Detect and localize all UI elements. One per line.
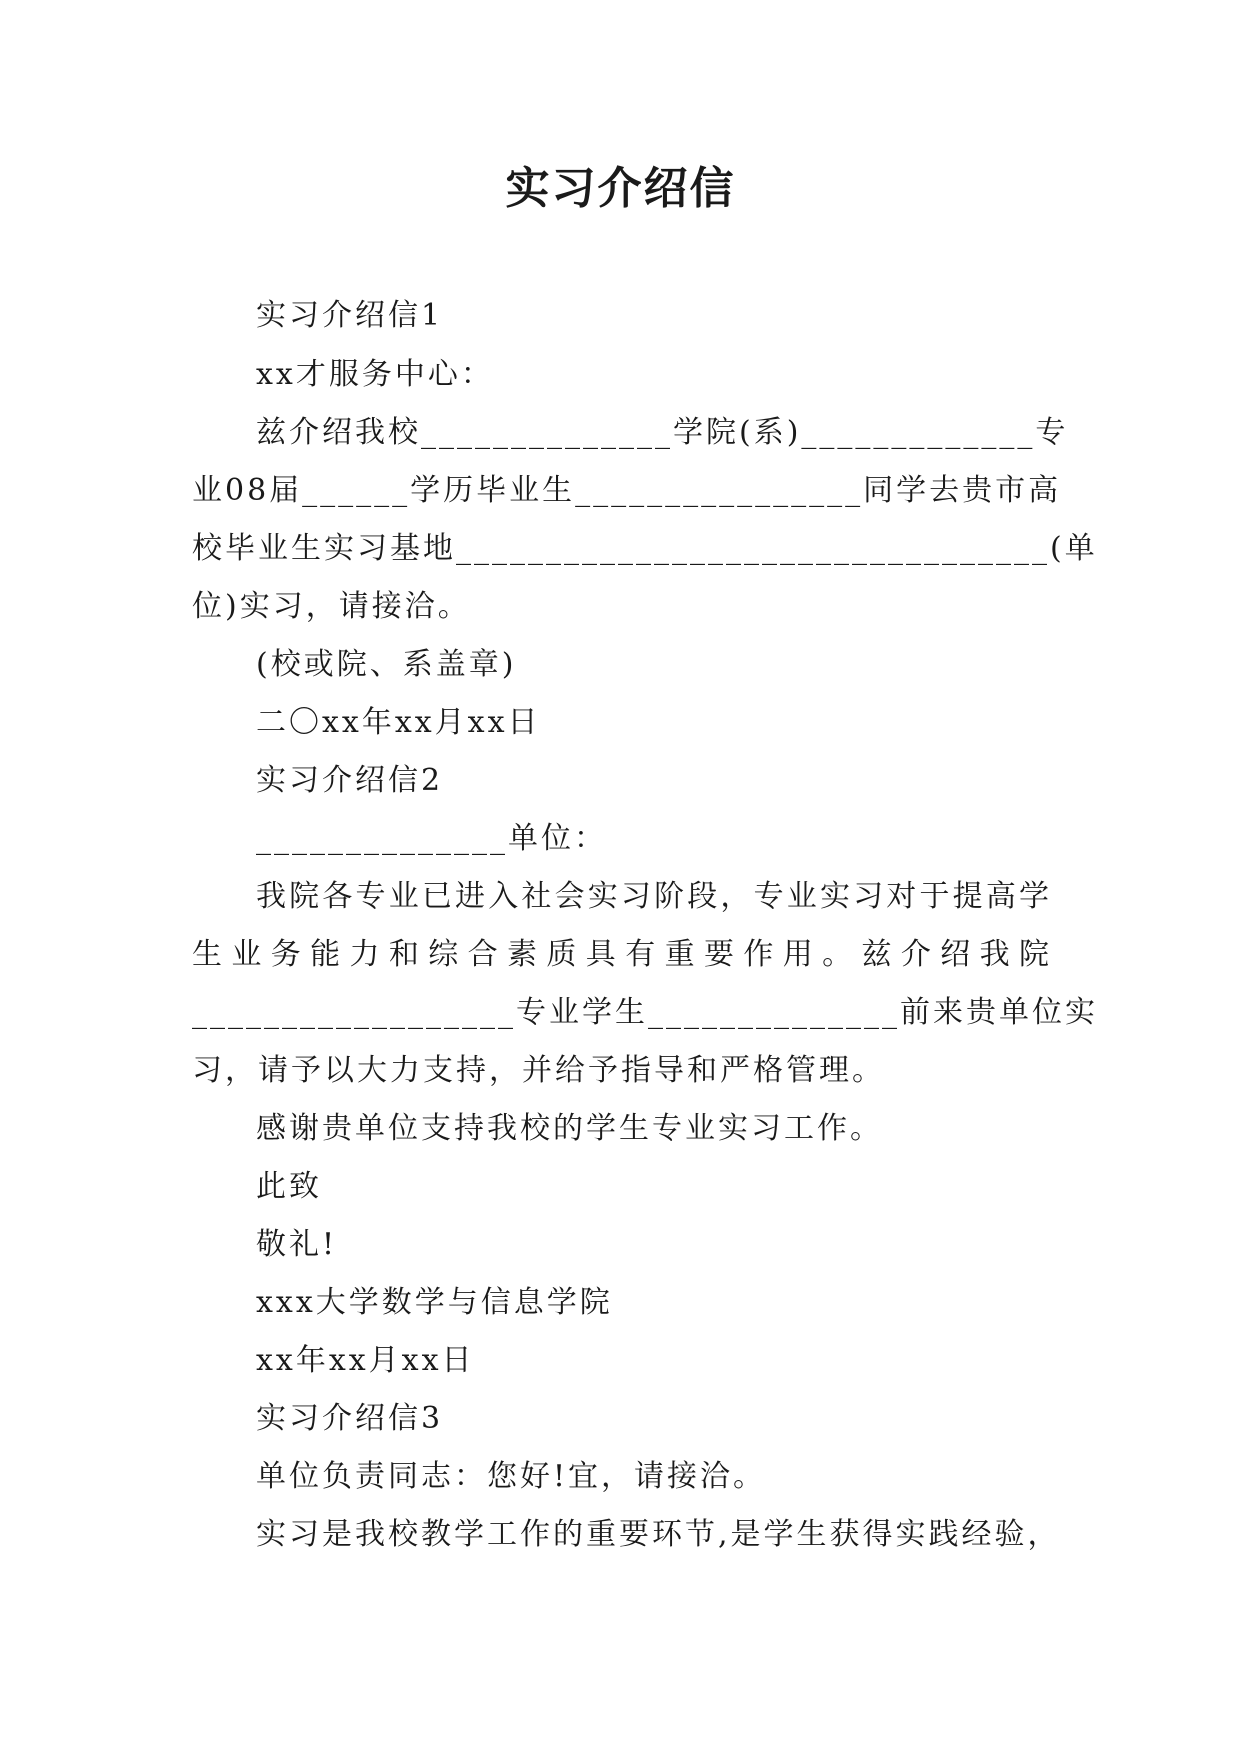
letter-2-thanks: 感谢贵单位支持我校的学生专业实习工作。 bbox=[256, 1111, 883, 1146]
letter-2-date: xx年xx月xx日 bbox=[256, 1343, 475, 1378]
letter-2-closing: 此致 bbox=[256, 1169, 322, 1204]
letter-1-body-line: 位)实习，请接洽。 bbox=[192, 589, 471, 624]
letter-1-stamp-note: (校或院、系盖章) bbox=[256, 647, 517, 682]
document-title: 实习介绍信 bbox=[505, 163, 736, 214]
letter-1-body-line: 校毕业生实习基地_________________________________(单 bbox=[192, 531, 1098, 566]
letter-2-signature: xxx大学数学与信息学院 bbox=[256, 1285, 613, 1320]
letter-2-heading: 实习介绍信2 bbox=[256, 763, 444, 798]
letter-2-closing: 敬礼! bbox=[256, 1227, 338, 1262]
letter-2-body-line: 习，请予以大力支持，并给予指导和严格管理。 bbox=[192, 1053, 885, 1088]
letter-1-body-line: 业08届______学历毕业生________________同学去贵市高 bbox=[192, 473, 1062, 508]
letter-1-date: 二〇xx年xx月xx日 bbox=[256, 705, 541, 740]
letter-2-body-line: __________________专业学生______________前来贵单位实 bbox=[192, 995, 1098, 1030]
letter-3-heading: 实习介绍信3 bbox=[256, 1401, 444, 1436]
letter-2-salutation: ______________单位： bbox=[256, 821, 607, 856]
letter-2-body-line: 我院各专业已进入社会实习阶段，专业实习对于提高学 bbox=[256, 879, 1052, 914]
letter-2-body-line: 生业务能力和综合素质具有重要作用。兹介绍我院 bbox=[192, 937, 1052, 972]
letter-1-salutation: xx才服务中心： bbox=[256, 357, 494, 392]
letter-1-heading: 实习介绍信1 bbox=[256, 298, 444, 333]
letter-3-body-line: 实习是我校教学工作的重要环节,是学生获得实践经验， bbox=[256, 1517, 1061, 1552]
letter-1-body-line: 兹介绍我校______________学院(系)_____________专 bbox=[256, 415, 1069, 450]
letter-3-salutation: 单位负责同志：您好!宜，请接洽。 bbox=[256, 1459, 767, 1494]
